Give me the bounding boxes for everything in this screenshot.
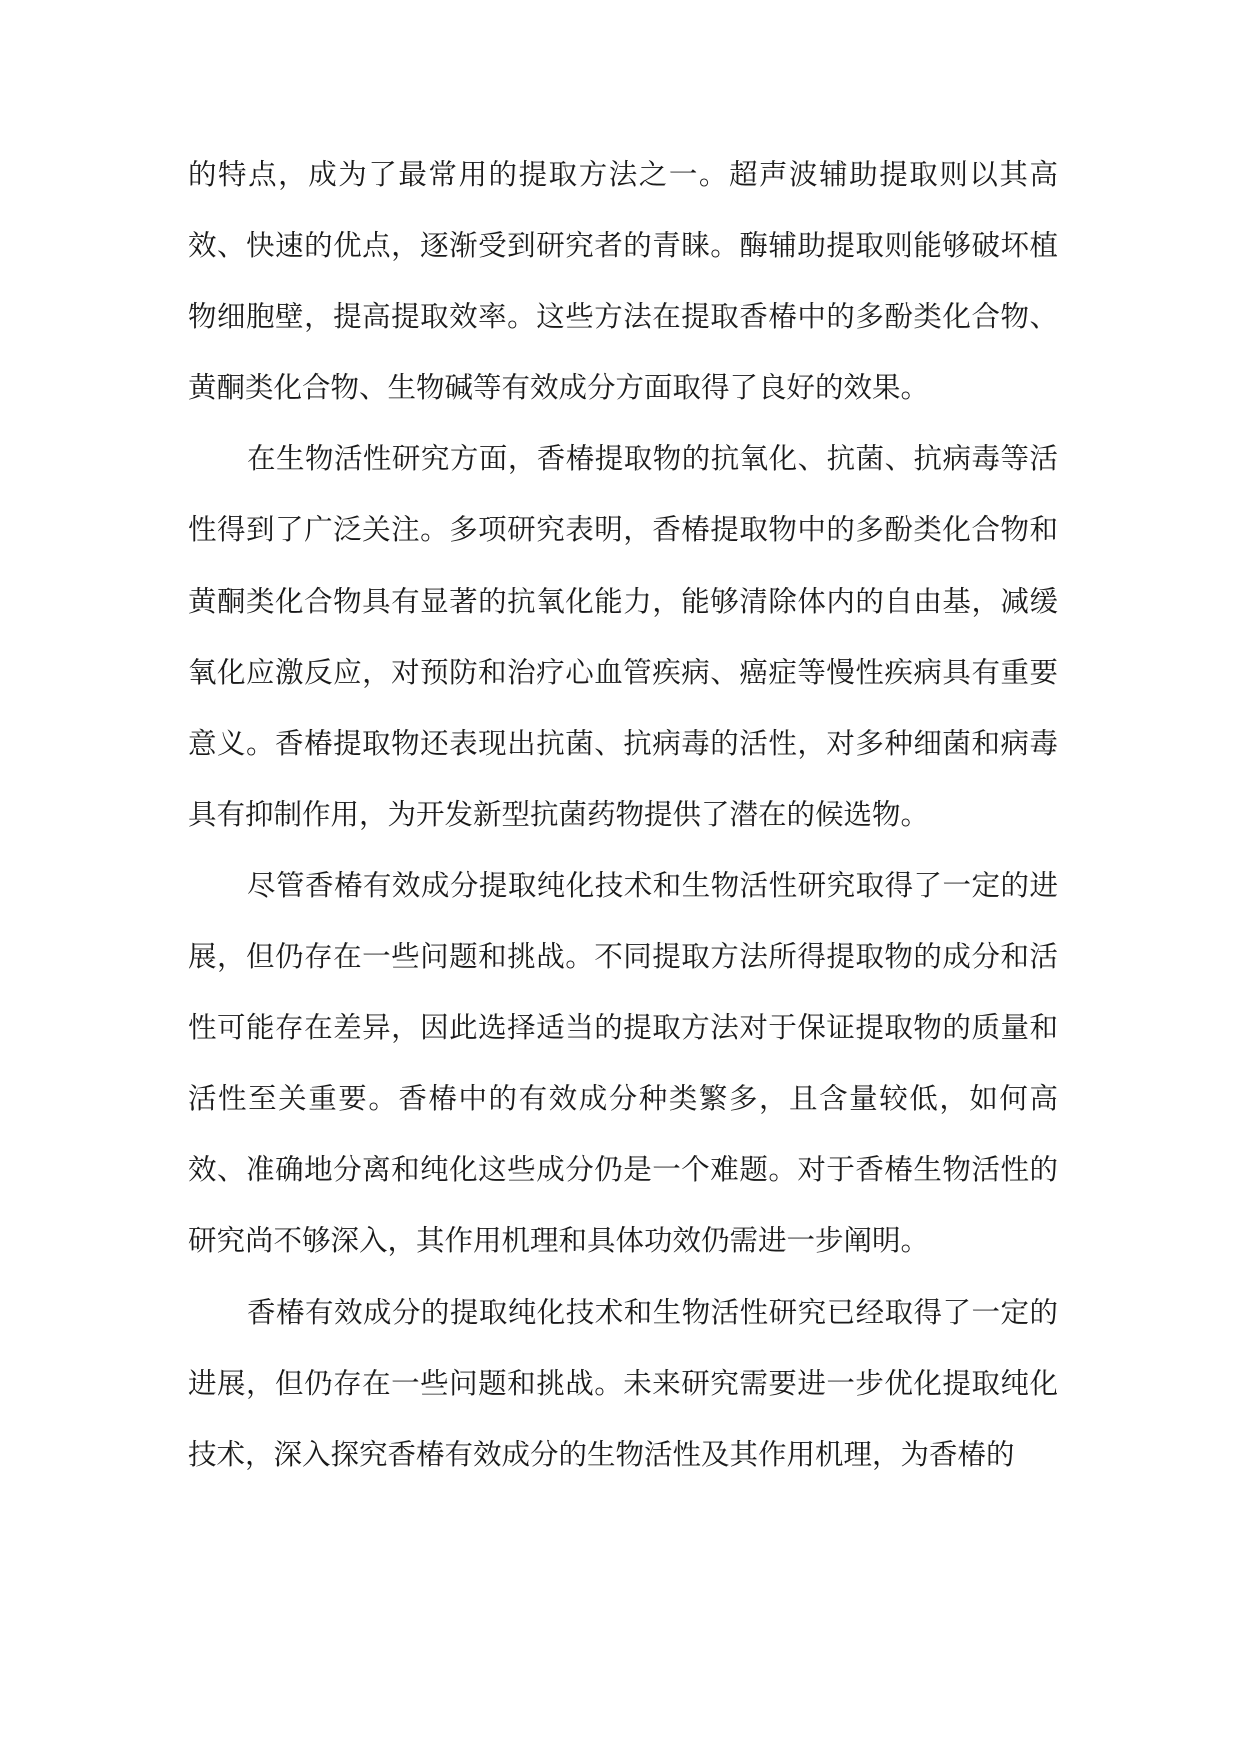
paragraph-outlook: 香椿有效成分的提取纯化技术和生物活性研究已经取得了一定的进展，但仍存在一些问题和挑战。未来研究需要进一步优化提取纯化技术，深入探究香椿有效成分的生物活性及其作用机理，为香椿的 [188,1295,1058,1471]
paragraph-extraction-methods: 的特点，成为了最常用的提取方法之一。超声波辅助提取则以其高效、快速的优点，逐渐受到研究者的青睐。酶辅助提取则能够破坏植物细胞壁，提高提取效率。这些方法在提取香椿中的多酚类化合物、黄酮类化合物、生物碱等有效成分方面取得了良好的效果。 [188,158,1058,405]
body-text [188,139,1058,1490]
paragraph-bioactivity: 在生物活性研究方面，香椿提取物的抗氧化、抗菌、抗病毒等活性得到了广泛关注。多项研究表明，香椿提取物中的多酚类化合物和黄酮类化合物具有显著的抗氧化能力，能够清除体内的自由基，减缓氧化应激反应，对预防和治疗心血管疾病、癌症等慢性疾病具有重要意义。香椿提取物还表现出抗菌、抗病毒的活性，对多种细菌和病毒具有抑制作用，为开发新型抗菌药物提供了潜在的候选物。 [188,442,1058,831]
paragraph-challenges: 尽管香椿有效成分提取纯化技术和生物活性研究取得了一定的进展，但仍存在一些问题和挑战。不同提取方法所得提取物的成分和活性可能存在差异，因此选择适当的提取方法对于保证提取物的质量和活性至关重要。香椿中的有效成分种类繁多，且含量较低，如何高效、准确地分离和纯化这些成分仍是一个难题。对于香椿生物活性的研究尚不够深入，其作用机理和具体功效仍需进一步阐明。 [188,868,1058,1258]
